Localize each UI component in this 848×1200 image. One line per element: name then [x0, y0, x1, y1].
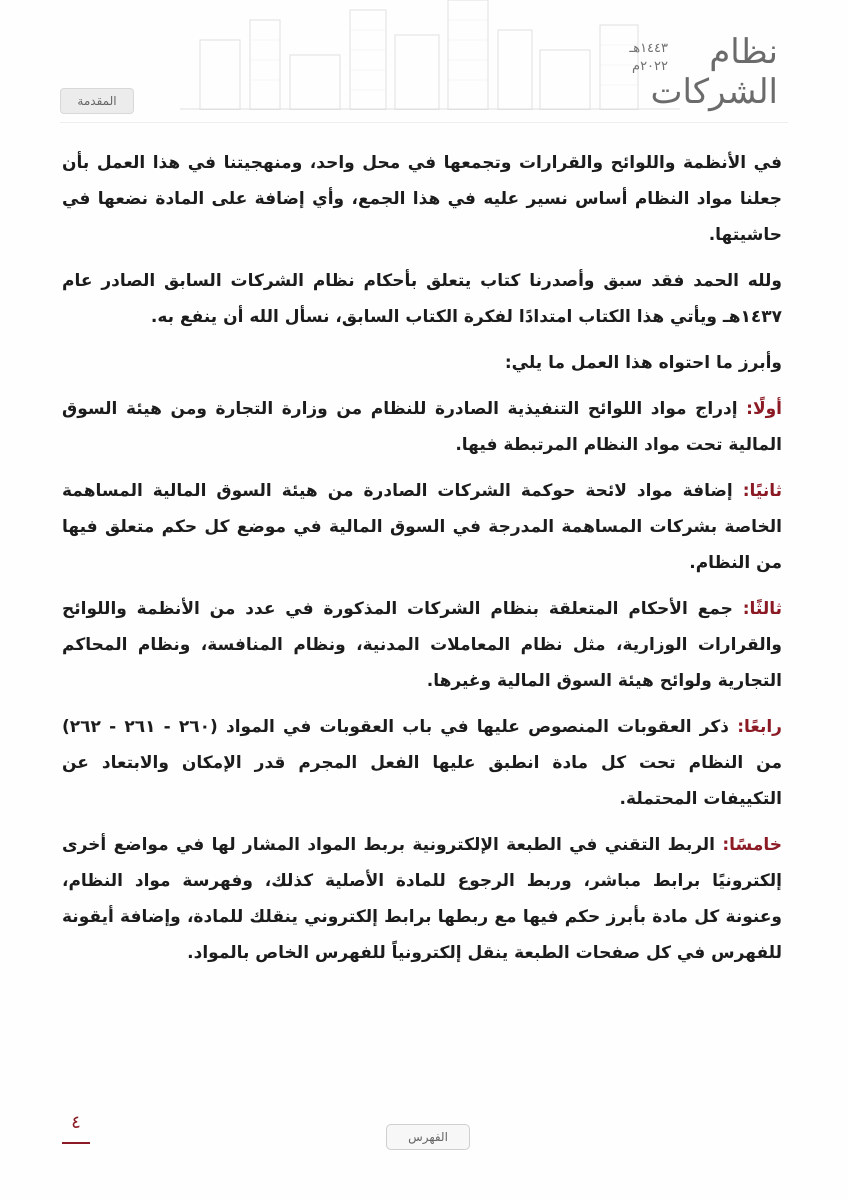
list-item-1-text: إدراج مواد اللوائح التنفيذية الصادرة للنظام من وزارة التجارة ومن هيئة السوق المالية تحت مواد النظام المرتبطة فيها.	[62, 399, 782, 455]
list-item-5	[62, 827, 782, 971]
list-item-4-text: ذكر العقوبات المنصوص عليها في باب العقوبات في المواد (٢٦٠ - ٢٦١ - ٢٦٢) من النظام تحت كل مادة انطبق عليها الفعل المجرم قدر الإمكان والابتعاد عن التكييفات المحتملة.	[62, 717, 782, 809]
paragraph-3: وأبرز ما احتواه هذا العمل ما يلي:	[504, 353, 782, 373]
skyline-illustration	[180, 0, 680, 110]
list-item-3-text: جمع الأحكام المتعلقة بنظام الشركات المذكورة في عدد من الأنظمة واللوائح والقرارات الوزارية، مثل نظام المعاملات المدنية، ونظام المنافسة، ونظام المحاكم التجارية ولوائح هيئة السوق المالية وغيرها.	[62, 599, 782, 691]
index-button[interactable]: الفهرس	[386, 1124, 470, 1150]
brand-title: نظام الشركات	[650, 32, 778, 112]
list-item-2-lead: ثانيًا:	[742, 481, 782, 501]
list-item-3-lead: ثالثًا:	[742, 599, 782, 619]
list-item-5-text: الربط التقني في الطبعة الإلكترونية بربط المواد المشار لها في مواضع أخرى إلكترونيًا برابط مباشر، وربط الرجوع للمادة الأصلية كذلك، وفهرسة مواد النظام، وعنونة كل مادة بأبرز حكم فيها مع ربطها برابط إلكتروني ينقلك للمادة، وإضافة أيقونة للفهرس في كل صفحات الطبعة ينقل إلكترونياً للفهرس الخاص بالمواد.	[62, 835, 782, 963]
list-item-1	[62, 391, 782, 463]
list-item-1-lead: أولًا:	[746, 399, 782, 419]
list-item-2	[62, 473, 782, 581]
list-item-4-lead: رابعًا:	[737, 717, 782, 737]
paragraph-2: ولله الحمد فقد سبق وأصدرنا كتاب يتعلق بأحكام نظام الشركات السابق الصادر عام ١٤٣٧هـ ويأتي هذا الكتاب امتدادًا لفكرة الكتاب السابق، نسأل الله أن ينفع به.	[62, 271, 782, 327]
page-number-underline	[62, 1142, 90, 1144]
list-item-3	[62, 591, 782, 699]
page-number: ٤	[71, 1112, 81, 1133]
brand-years	[618, 40, 668, 76]
section-tab-introduction[interactable]: المقدمة	[60, 88, 134, 114]
paragraph-1: في الأنظمة واللوائح والقرارات وتجمعها في محل واحد، ومنهجيتنا في هذا العمل بأن جعلنا مواد النظام أساس نسير عليه في هذا الجمع، وأي إضافة على المادة نضعها في حاشيتها.	[62, 153, 782, 245]
list-item-4	[62, 709, 782, 817]
header-divider	[60, 122, 788, 123]
list-item-2-text: إضافة مواد لائحة حوكمة الشركات الصادرة من هيئة السوق المالية المساهمة الخاصة بشركات المساهمة المدرجة في السوق المالية في موضع كل حكم متعلق فيها من النظام.	[62, 481, 782, 573]
header-brand	[618, 28, 778, 112]
body-text	[62, 145, 782, 981]
year-gregorian: ٢٠٢٢م	[632, 59, 668, 74]
list-item-5-lead: خامسًا:	[722, 835, 782, 855]
year-hijri: ١٤٤٣هـ	[629, 41, 668, 56]
